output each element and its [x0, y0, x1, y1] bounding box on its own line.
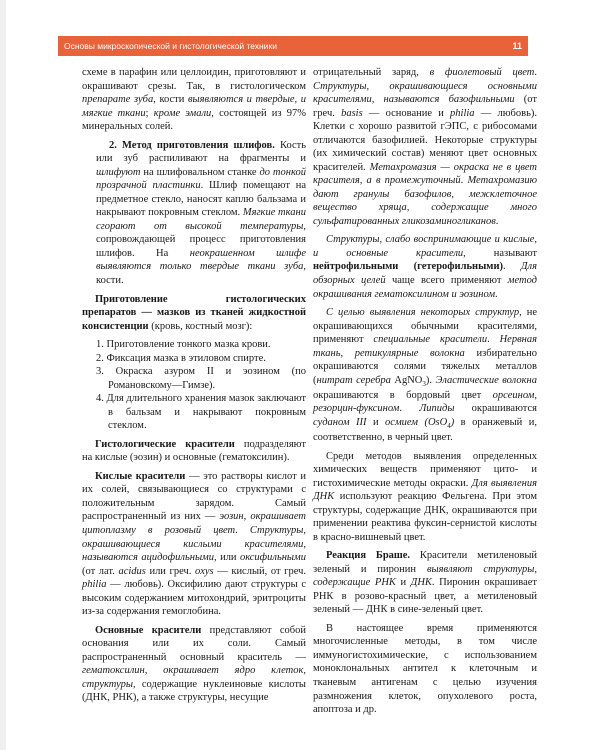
paragraph-basophilia: отрицательный заряд, в фиолетовый цвет. Структуры, окрашивающиеся основными красителями, называются базофильными (от греч. basis — основание и philia — любовь). Клетки с хорошо развитой гЭПС, с рибосомами отличаются базофилией. Некоторые структуры (их химический состав) меняют цвет основных красителей. Метахромазия — окраска не в цвет красителя, а в промежуточный. Метахромазию дают гранулы базофилов, межклеточное вещество хряща, содержащие много сульфатированных гликозаминогликанов. — [313, 67, 538, 227]
paragraph-modern-methods: В настоящее время применяются многочисленные методы, в том числе иммуногистохимические, с использованием моноклональных антител к клеточным и тканевым антигенам с целью изучения размножения клеток, опухолевого роста, апоптоза и др. — [313, 622, 537, 716]
list-item: 4. Для длительного хранения мазок заключают в бальзам и накрывают покровным стеклом. — [96, 393, 306, 432]
page-edge — [0, 0, 6, 750]
paragraph-histochemistry: Среди методов выявления определенных химических веществ применяют цито- и гистохимические методы окраски. Для выявления ДНК используют реакцию Фельгена. При этом структуры, содержащие ДНК, окрашиваются при применении реактива фуксин-сернистой кислоты в красно-вишневый цвет. — [313, 450, 537, 543]
list-item: 3. Окраска азуром II и эозином (по Романовскому—Гимзе). — [96, 366, 306, 391]
header-title: Основы микроскопической и гистологической техники — [64, 41, 277, 51]
paragraph-special-dyes: С целью выявления некоторых структур, не окрашивающихся обычными красителями, применяют специальные красители. Нервная ткань, ретикулярные волокна избирательно окрашиваются солями тяжелых металлов (нитрат серебра AgNO$_3$). Эластические волокна окрашиваются в бордовый цвет орсеином, резорцин-фуксином. Липиды окрашиваются суданом III и осмием (OsO$_4$) в оранжевый и, соответственно, в черный цвет. — [313, 307, 538, 443]
left-column — [82, 66, 306, 710]
page-number: 11 — [512, 41, 522, 51]
running-header — [58, 36, 528, 56]
paragraph-grinding-method: 2. Метод приготовления шлифов. Кость или зуб распиливают на фрагменты и шлифуют на шлифовальном станке до тонкой прозрачной пластинки. Шлиф помещают на предметное стекло, наносят каплю бальзама и накрывают покровным стеклом. Мягкие ткани сгорают от высокой температуры, сопровождающей процесс приготовления шлифов. На неокрашенном шлифе выявляются только твердые ткани зуба, кости. — [96, 139, 307, 286]
smear-steps-list — [82, 338, 306, 433]
list-item: 2. Фиксация мазка в этиловом спирте. — [96, 352, 266, 364]
paragraph-acid-dyes: Кислые красители — это растворы кислот и их солей, связывающиеся со структурами с положительным зарядом. Самый распространенный из них — эозин, окрашивает цитоплазму в розовый цвет. Структуры, окрашивающиеся кислыми красителями, называются ацидофильными, или оксифильными (от лат. acidus или греч. oxys — кислый, от греч. philia — любовь). Оксифилию дают структуры с высоким содержанием митохондрий, эритроциты из-за содержания гемоглобина. — [82, 470, 307, 618]
right-column — [313, 66, 537, 722]
paragraph-smear-heading: Приготовление гистологических препаратов — мазков из тканей жидкостной консистенции (кровь, костный мозг): — [82, 293, 306, 332]
list-item: 1. Приготовление тонкого мазка крови. — [96, 339, 271, 351]
paragraph-intro: схеме в парафин или целлоидин, приготовляют и окрашивают срезы. Так, в гистологическом препарате зуба, кости выявляются и твердые, и мягкие ткани; кроме эмали, состоящей из 97% минеральных солей. — [82, 67, 306, 133]
paragraph-brachet-reaction: Реакция Браше. Красители метиленовый зеленый и пиронин выявляют структуры, содержащие РНК и ДНК. Пиронин окрашивает РНК в розово-красный цвет, а метиленовый зеленый — ДНК в сине-зеленый цвет. — [313, 550, 538, 616]
paragraph-dyes: Гистологические красители подразделяют на кислые (эозин) и основные (гематоксилин). — [82, 438, 306, 464]
paragraph-neutrophilic: Структуры, слабо воспринимающие и кислые, и основные красители, называют нейтрофильными (гетерофильными). Для обзорных целей чаще всего применяют метод окрашивания гематоксилином и эозином. — [313, 234, 537, 300]
paragraph-basic-dyes: Основные красители представляют собой основания или их соли. Самый распространенный основный краситель — гематоксилин, окрашивает ядро клеток, структуры, содержащие нуклеиновые кислоты (ДНК, РНК), а также структуры, несущие — [82, 624, 306, 704]
